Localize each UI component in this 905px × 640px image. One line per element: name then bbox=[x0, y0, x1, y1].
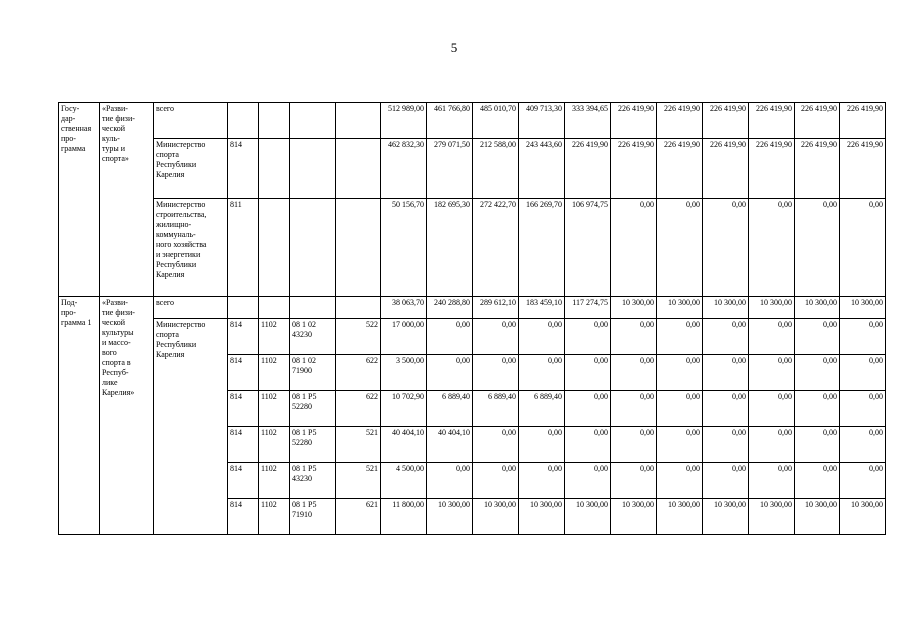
section-code-cell: 1102 bbox=[259, 355, 290, 391]
amount-cell: 226 419,90 bbox=[611, 139, 657, 199]
amount-cell: 0,00 bbox=[657, 463, 703, 499]
amount-cell: 0,00 bbox=[703, 355, 749, 391]
amount-cell: 0,00 bbox=[611, 427, 657, 463]
amount-cell: 0,00 bbox=[703, 199, 749, 297]
program-name-cell: «Разви- тие физи- ческой культуры и массо- вого спорта в Респуб- лике Карелия» bbox=[100, 297, 154, 535]
amount-cell: 6 889,40 bbox=[519, 391, 565, 427]
executor-cell: Министерство спорта Республики Карелия bbox=[154, 139, 228, 199]
amount-cell: 10 300,00 bbox=[749, 297, 795, 319]
amount-cell: 10 300,00 bbox=[427, 499, 473, 535]
amount-cell: 485 010,70 bbox=[473, 103, 519, 139]
amount-cell: 226 419,90 bbox=[611, 103, 657, 139]
amount-cell: 10 300,00 bbox=[657, 297, 703, 319]
amount-cell: 226 419,90 bbox=[657, 103, 703, 139]
grbs-code-cell: 814 bbox=[228, 355, 259, 391]
amount-cell: 17 000,00 bbox=[381, 319, 427, 355]
amount-cell: 0,00 bbox=[795, 355, 840, 391]
amount-cell: 0,00 bbox=[427, 319, 473, 355]
amount-cell: 40 404,10 bbox=[381, 427, 427, 463]
expense-type-cell bbox=[336, 297, 381, 319]
grbs-code-cell: 814 bbox=[228, 499, 259, 535]
grbs-code-cell: 814 bbox=[228, 139, 259, 199]
section-code-cell bbox=[259, 139, 290, 199]
amount-cell: 0,00 bbox=[565, 463, 611, 499]
amount-cell: 0,00 bbox=[749, 463, 795, 499]
amount-cell: 38 063,70 bbox=[381, 297, 427, 319]
amount-cell: 0,00 bbox=[657, 427, 703, 463]
amount-cell: 0,00 bbox=[795, 199, 840, 297]
amount-cell: 289 612,10 bbox=[473, 297, 519, 319]
amount-cell: 11 800,00 bbox=[381, 499, 427, 535]
amount-cell: 0,00 bbox=[519, 463, 565, 499]
amount-cell: 0,00 bbox=[611, 391, 657, 427]
amount-cell: 10 300,00 bbox=[565, 499, 611, 535]
target-article-cell: 08 1 P5 71910 bbox=[290, 499, 336, 535]
section-code-cell: 1102 bbox=[259, 463, 290, 499]
amount-cell: 0,00 bbox=[611, 355, 657, 391]
target-article-cell: 08 1 P5 52280 bbox=[290, 391, 336, 427]
expense-type-cell: 622 bbox=[336, 391, 381, 427]
amount-cell: 0,00 bbox=[519, 355, 565, 391]
grbs-code-cell: 814 bbox=[228, 391, 259, 427]
amount-cell: 0,00 bbox=[749, 319, 795, 355]
amount-cell: 279 071,50 bbox=[427, 139, 473, 199]
amount-cell: 333 394,65 bbox=[565, 103, 611, 139]
executor-cell: Министерство строительства, жилищно- коммуналь- ного хозяйства и энергетики Республики Карелия bbox=[154, 199, 228, 297]
amount-cell: 0,00 bbox=[427, 463, 473, 499]
table-row bbox=[59, 199, 886, 297]
grbs-code-cell: 811 bbox=[228, 199, 259, 297]
expense-type-cell: 522 bbox=[336, 319, 381, 355]
amount-cell: 0,00 bbox=[519, 319, 565, 355]
amount-cell: 10 300,00 bbox=[703, 499, 749, 535]
target-article-cell bbox=[290, 199, 336, 297]
amount-cell: 0,00 bbox=[840, 355, 886, 391]
amount-cell: 0,00 bbox=[749, 199, 795, 297]
amount-cell: 226 419,90 bbox=[840, 103, 886, 139]
expense-type-cell bbox=[336, 199, 381, 297]
amount-cell: 0,00 bbox=[427, 355, 473, 391]
target-article-cell: 08 1 P5 52280 bbox=[290, 427, 336, 463]
amount-cell: 226 419,90 bbox=[703, 139, 749, 199]
table-row bbox=[59, 103, 886, 139]
amount-cell: 6 889,40 bbox=[427, 391, 473, 427]
executor-cell: Министерство спорта Республики Карелия bbox=[154, 319, 228, 535]
target-article-cell: 08 1 P5 43230 bbox=[290, 463, 336, 499]
table-row bbox=[59, 139, 886, 199]
amount-cell: 117 274,75 bbox=[565, 297, 611, 319]
program-name-cell: «Разви- тие физи- ческой куль- туры и спорта» bbox=[100, 103, 154, 297]
amount-cell: 226 419,90 bbox=[749, 139, 795, 199]
amount-cell: 10 300,00 bbox=[611, 499, 657, 535]
amount-cell: 0,00 bbox=[795, 427, 840, 463]
amount-cell: 240 288,80 bbox=[427, 297, 473, 319]
target-article-cell bbox=[290, 139, 336, 199]
amount-cell: 0,00 bbox=[657, 355, 703, 391]
target-article-cell: 08 1 02 43230 bbox=[290, 319, 336, 355]
section-code-cell: 1102 bbox=[259, 499, 290, 535]
expense-type-cell: 521 bbox=[336, 427, 381, 463]
amount-cell: 243 443,60 bbox=[519, 139, 565, 199]
expense-type-cell bbox=[336, 103, 381, 139]
amount-cell: 0,00 bbox=[749, 391, 795, 427]
budget-table bbox=[58, 102, 886, 535]
amount-cell: 0,00 bbox=[473, 463, 519, 499]
status-cell: Госу- дар- ственная про- грамма bbox=[59, 103, 100, 297]
amount-cell: 10 702,90 bbox=[381, 391, 427, 427]
expense-type-cell: 622 bbox=[336, 355, 381, 391]
amount-cell: 226 419,90 bbox=[703, 103, 749, 139]
amount-cell: 409 713,30 bbox=[519, 103, 565, 139]
section-code-cell: 1102 bbox=[259, 319, 290, 355]
section-code-cell: 1102 bbox=[259, 427, 290, 463]
amount-cell: 10 300,00 bbox=[703, 297, 749, 319]
amount-cell: 4 500,00 bbox=[381, 463, 427, 499]
amount-cell: 0,00 bbox=[703, 391, 749, 427]
amount-cell: 0,00 bbox=[840, 463, 886, 499]
amount-cell: 3 500,00 bbox=[381, 355, 427, 391]
table-row bbox=[59, 297, 886, 319]
amount-cell: 226 419,90 bbox=[657, 139, 703, 199]
target-article-cell: 08 1 02 71900 bbox=[290, 355, 336, 391]
section-code-cell: 1102 bbox=[259, 391, 290, 427]
amount-cell: 0,00 bbox=[565, 391, 611, 427]
amount-cell: 0,00 bbox=[611, 199, 657, 297]
grbs-code-cell: 814 bbox=[228, 319, 259, 355]
grbs-code-cell: 814 bbox=[228, 463, 259, 499]
amount-cell: 0,00 bbox=[657, 199, 703, 297]
amount-cell: 226 419,90 bbox=[565, 139, 611, 199]
amount-cell: 6 889,40 bbox=[473, 391, 519, 427]
amount-cell: 0,00 bbox=[749, 427, 795, 463]
amount-cell: 272 422,70 bbox=[473, 199, 519, 297]
amount-cell: 226 419,90 bbox=[840, 139, 886, 199]
amount-cell: 10 300,00 bbox=[519, 499, 565, 535]
section-code-cell bbox=[259, 199, 290, 297]
amount-cell: 0,00 bbox=[519, 427, 565, 463]
page-number: 5 bbox=[450, 40, 458, 55]
target-article-cell bbox=[290, 297, 336, 319]
amount-cell: 0,00 bbox=[565, 355, 611, 391]
amount-cell: 0,00 bbox=[795, 319, 840, 355]
amount-cell: 0,00 bbox=[703, 427, 749, 463]
amount-cell: 182 695,30 bbox=[427, 199, 473, 297]
amount-cell: 226 419,90 bbox=[795, 103, 840, 139]
expense-type-cell bbox=[336, 139, 381, 199]
amount-cell: 0,00 bbox=[795, 391, 840, 427]
amount-cell: 0,00 bbox=[703, 319, 749, 355]
amount-cell: 0,00 bbox=[657, 391, 703, 427]
amount-cell: 0,00 bbox=[840, 391, 886, 427]
amount-cell: 10 300,00 bbox=[840, 499, 886, 535]
executor-cell: всего bbox=[154, 103, 228, 139]
target-article-cell bbox=[290, 103, 336, 139]
amount-cell: 0,00 bbox=[795, 463, 840, 499]
amount-cell: 212 588,00 bbox=[473, 139, 519, 199]
section-code-cell bbox=[259, 297, 290, 319]
amount-cell: 10 300,00 bbox=[611, 297, 657, 319]
amount-cell: 0,00 bbox=[749, 355, 795, 391]
amount-cell: 10 300,00 bbox=[749, 499, 795, 535]
amount-cell: 226 419,90 bbox=[795, 139, 840, 199]
amount-cell: 0,00 bbox=[473, 355, 519, 391]
amount-cell: 0,00 bbox=[840, 199, 886, 297]
section-code-cell bbox=[259, 103, 290, 139]
executor-cell: всего bbox=[154, 297, 228, 319]
amount-cell: 50 156,70 bbox=[381, 199, 427, 297]
amount-cell: 166 269,70 bbox=[519, 199, 565, 297]
grbs-code-cell bbox=[228, 103, 259, 139]
amount-cell: 10 300,00 bbox=[795, 499, 840, 535]
status-cell: Под- про- грамма 1 bbox=[59, 297, 100, 535]
amount-cell: 10 300,00 bbox=[795, 297, 840, 319]
amount-cell: 0,00 bbox=[473, 319, 519, 355]
amount-cell: 0,00 bbox=[473, 427, 519, 463]
amount-cell: 10 300,00 bbox=[473, 499, 519, 535]
expense-type-cell: 521 bbox=[336, 463, 381, 499]
amount-cell: 0,00 bbox=[565, 427, 611, 463]
amount-cell: 10 300,00 bbox=[657, 499, 703, 535]
amount-cell: 0,00 bbox=[657, 319, 703, 355]
amount-cell: 106 974,75 bbox=[565, 199, 611, 297]
amount-cell: 512 989,00 bbox=[381, 103, 427, 139]
amount-cell: 462 832,30 bbox=[381, 139, 427, 199]
amount-cell: 40 404,10 bbox=[427, 427, 473, 463]
amount-cell: 0,00 bbox=[611, 319, 657, 355]
grbs-code-cell: 814 bbox=[228, 427, 259, 463]
table-row bbox=[59, 319, 886, 355]
amount-cell: 0,00 bbox=[840, 319, 886, 355]
amount-cell: 0,00 bbox=[565, 319, 611, 355]
amount-cell: 0,00 bbox=[611, 463, 657, 499]
amount-cell: 183 459,10 bbox=[519, 297, 565, 319]
amount-cell: 461 766,80 bbox=[427, 103, 473, 139]
amount-cell: 226 419,90 bbox=[749, 103, 795, 139]
amount-cell: 0,00 bbox=[840, 427, 886, 463]
expense-type-cell: 621 bbox=[336, 499, 381, 535]
grbs-code-cell bbox=[228, 297, 259, 319]
amount-cell: 0,00 bbox=[703, 463, 749, 499]
amount-cell: 10 300,00 bbox=[840, 297, 886, 319]
